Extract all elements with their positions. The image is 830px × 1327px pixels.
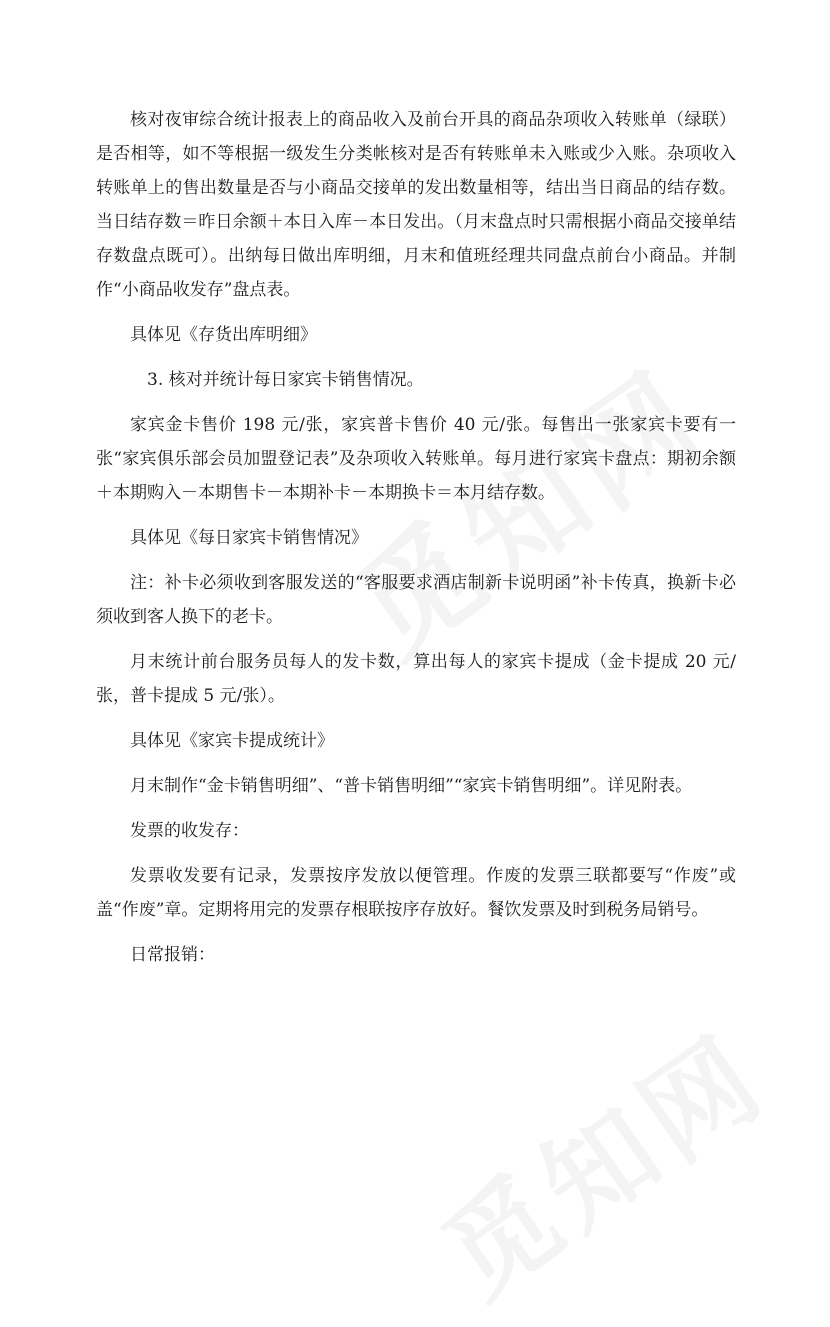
paragraph-sales-detail: 月末制作“金卡销售明细”、“普卡销售明细”“家宾卡销售明细”。详见附表。 — [130, 776, 693, 796]
list-item-3: 3. 核对并统计每日家宾卡销售情况。 — [147, 370, 424, 390]
paragraph-reference: 具体见《存货出库明细》 — [130, 325, 317, 345]
paragraph-invoice-rules: 发票收发要有记录，发票按序发放以便管理。作废的发票三联都要写“作废”或盖“作废”章。定期将用完的发票存根联按序存放好。餐饮发票及时到税务局销号。 — [96, 866, 736, 920]
paragraph-commission: 月末统计前台服务员每人的发卡数，算出每人的家宾卡提成（金卡提成 20 元/张，普卡提成 5 元/张）。 — [96, 652, 736, 706]
paragraph-inventory-check: 核对夜审综合统计报表上的商品收入及前台开具的商品杂项收入转账单（绿联）是否相等，如不等根据一级发生分类帐核对是否有转账单未入账或少入账。杂项收入转账单上的售出数量是否与小商品交接单的发出数量相等，结出当日商品的结存数。当日结存数＝昨日余额＋本日入库－本日发出。（月末盘点时只需根据小商品交接单结存数盘点既可）。出纳每日做出库明细，月末和值班经理共同盘点前台小商品。并制作“小商品收发存”盘点表。 — [96, 110, 736, 300]
paragraph-card-prices: 家宾金卡售价 198 元/张，家宾普卡售价 40 元/张。每售出一张家宾卡要有一张“家宾俱乐部会员加盟登记表”及杂项收入转账单。每月进行家宾卡盘点：期初余额＋本期购入－本期售卡－本期补卡－本期换卡＝本月结存数。 — [96, 415, 736, 503]
paragraph-reference: 具体见《每日家宾卡销售情况》 — [130, 528, 368, 548]
paragraph-note: 注：补卡必须收到客服发送的“客服要求酒店制新卡说明函”补卡传真，换新卡必须收到客人换下的老卡。 — [96, 573, 736, 627]
watermark — [407, 991, 793, 1327]
section-heading-reimbursement: 日常报销： — [130, 945, 215, 965]
paragraph-reference: 具体见《家宾卡提成统计》 — [130, 731, 334, 751]
document-body — [96, 103, 736, 983]
section-heading-invoices: 发票的收发存： — [130, 821, 249, 841]
